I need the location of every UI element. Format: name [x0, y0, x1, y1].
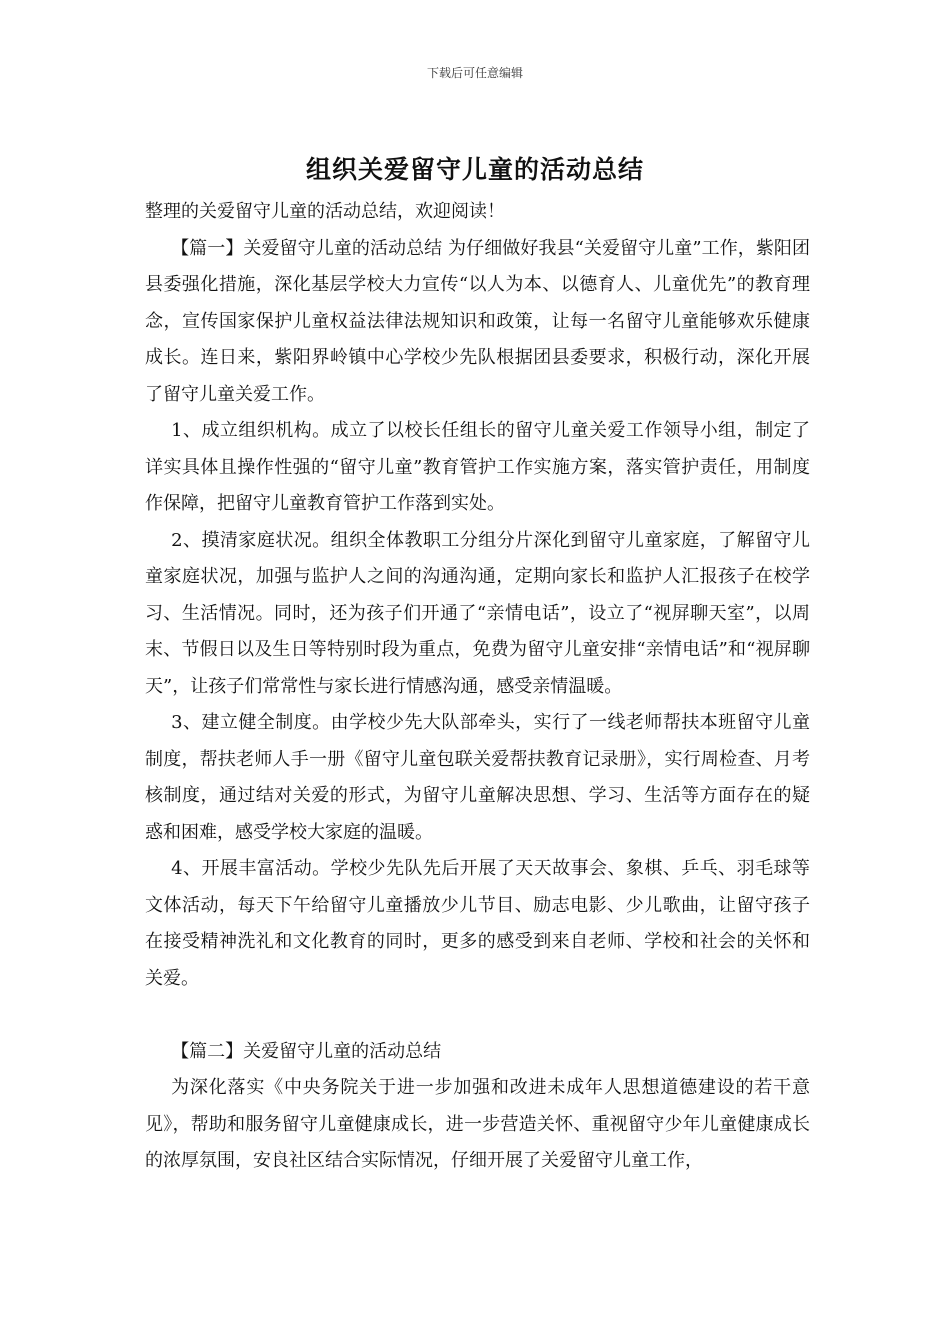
document-title: 组织关爱留守儿童的活动总结 — [305, 155, 644, 184]
document-body — [145, 194, 810, 1180]
page-header-note: 下载后可任意编辑 — [426, 66, 523, 80]
section1-item-1: 1、成立组织机构。成立了以校长任组长的留守儿童关爱工作领导小组，制定了详实具体且操作性强的“留守儿童”教育管护工作实施方案，落实管护责任，用制度作保障，把留守儿童教育管护工作落到实处。 — [145, 420, 810, 514]
intro-paragraph: 整理的关爱留守儿童的活动总结，欢迎阅读！ — [145, 201, 505, 222]
section2-heading: 【篇二】关爱留守儿童的活动总结 — [171, 1040, 442, 1062]
section1-lead-paragraph: 【篇一】关爱留守儿童的活动总结 为仔细做好我县“关爱留守儿童”工作，紫阳团县委强化措施，深化基层学校大力宣传“以人为本、以德育人、儿童优先”的教育理念，宣传国家保护儿童权益法律法规知识和政策，让每一名留守儿童能够欢乐健康成长。连日来，紫阳界岭镇中心学校少先队根据团县委要求，积极行动，深化开展了留守儿童关爱工作。 — [145, 237, 810, 405]
section1-item-3: 3、建立健全制度。由学校少先大队部牵头，实行了一线老师帮扶本班留守儿童制度，帮扶老师人手一册《留守儿童包联关爱帮扶教育记录册》，实行周检查、月考核制度，通过结对关爱的形式，为留守儿童解决思想、学习、生活等方面存在的疑惑和困难，感受学校大家庭的温暖。 — [145, 712, 810, 843]
section1-item-2: 2、摸清家庭状况。组织全体教职工分组分片深化到留守儿童家庭，了解留守儿童家庭状况，加强与监护人之间的沟通沟通，定期向家长和监护人汇报孩子在校学习、生活情况。同时，还为孩子们开通了“亲情电话”，设立了“视屏聊天室”，以周末、节假日以及生日等特别时段为重点，免费为留守儿童安排“亲情电话”和“视屏聊天”，让孩子们常常性与家长进行情感沟通，感受亲情温暖。 — [145, 529, 810, 697]
section1-item-4: 4、开展丰富活动。学校少先队先后开展了天天故事会、象棋、乒乓、羽毛球等文体活动，每天下午给留守儿童播放少儿节目、励志电影、少儿歌曲，让留守孩子在接受精神洗礼和文化教育的同时，更多的感受到来自老师、学校和社会的关怀和关爱。 — [145, 858, 810, 989]
section2-paragraph-1: 为深化落实《中央务院关于进一步加强和改进未成年人思想道德建设的若干意见》，帮助和服务留守儿童健康成长，进一步营造关怀、重视留守少年儿童健康成长的浓厚氛围，安良社区结合实际情况，仔细开展了关爱留守儿童工作， — [145, 1077, 810, 1171]
section-spacer — [145, 997, 810, 1034]
